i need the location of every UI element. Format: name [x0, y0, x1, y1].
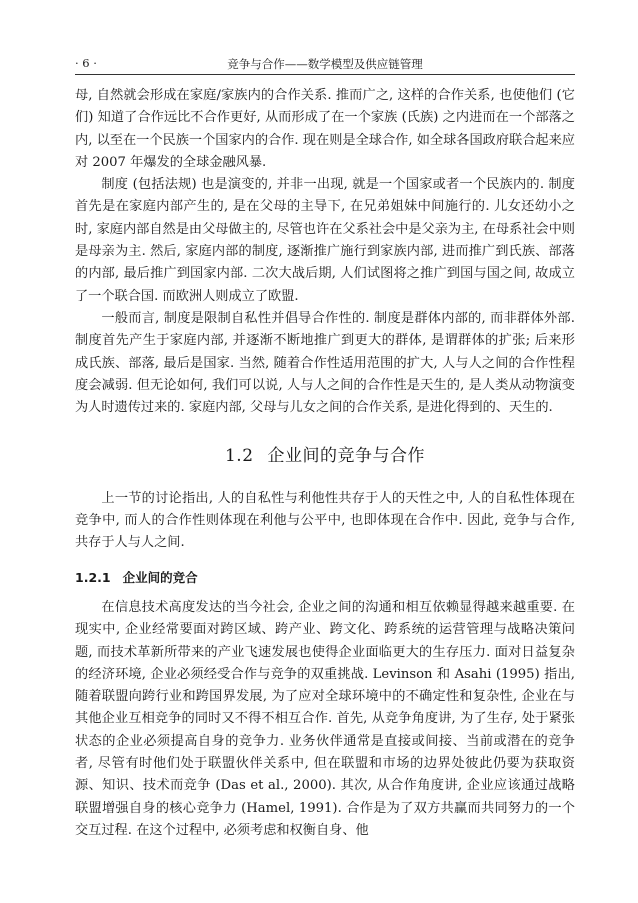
section-intro-paragraph: 上一节的讨论指出, 人的自私性与利他性共存于人的天性之中, 人的自私性体现在竞争中, 而人的合作性则体现在利他与公平中, 也即体现在合作中. 因此, 竞争与合作, 共存于人与人之间.	[75, 490, 575, 551]
paragraph: 制度 (包括法规) 也是演变的, 并非一出现, 就是一个国家或者一个民族内的. 制度首先是在家庭内部产生的, 是在父母的主导下, 在兄弟姐妹中间施行的. 儿女还幼小之时, 家庭内部自然是由父母做主的, 尽管也许在父系社会中是父亲为主, 在母系社会中则是母亲为主. 然后, 家庭内部的制度, 逐渐推广施行到家族内部, 进而推广到氏族、部落的内部, 最后推广到国家内部. 二次大战后期, 人们试图将之推广到国与国之间, 故成立了一个联合国. 而欧洲人则成立了欧盟.	[75, 177, 575, 304]
subsection-paragraph: 在信息技术高度发达的当今社会, 企业之间的沟通和相互依赖显得越来越重要. 在现实中, 企业经常要面对跨区域、跨产业、跨文化、跨系统的运营管理与战略决策问题, 而技术革新所带来的产业飞速发展也使得企业面临更大的生存压力. 面对日益复杂的经济环境, 企业必须经受合作与竞争的双重挑战. Levinson 和 Asahi (1995) 指出, 随着联盟向跨行业和跨国界发展, 为了应对全球环境中的不确定性和复杂性, 企业在与其他企业互相竞争的同时又不得不相互合作. 首先, 从竞争角度讲, 为了生存, 处于紧张状态的企业必须提高自身的竞争力. 业务伙伴通常是直接或间接、当前或潜在的竞争者, 尽管有时他们处于联盟伙伴关系中, 但在联盟和市场的边界处彼此仍要为获取资源、知识、技术而竞争 (Das et al., 2000). 其次, 从合作角度讲, 企业应该通过战略联盟增强自身的核心竞争力 (Hamel, 1991). 合作是为了双方共赢而共同努力的一个交互过程. 在这个过程中, 必须考虑和权衡自身、他	[75, 599, 575, 838]
paragraph: 一般而言, 制度是限制自私性并倡导合作性的. 制度是群体内部的, 而非群体外部. 制度首先产生于家庭内部, 并逐渐不断地推广到更大的群体, 是谓群体的扩张; 后来形成氏族、部落, 最后是国家. 当然, 随着合作性适用范围的扩大, 人与人之间的合作性程度会减弱. 但无论如何, 我们可以说, 人与人之间的合作性是天生的, 是人类从动物演变为人时遗传过来的. 家庭内部, 父母与儿女之间的合作关系, 是进化得到的、天生的.	[75, 310, 575, 416]
page-body	[75, 85, 575, 842]
subsection-title: 企业间的竞合	[122, 569, 198, 585]
running-header	[75, 52, 575, 75]
subsection-heading	[75, 567, 575, 589]
section-heading	[75, 445, 575, 467]
paragraph-continued: 母, 自然就会形成在家庭/家族内的合作关系. 推而广之, 这样的合作关系, 也使他们 (它们) 知道了合作远比不合作更好, 从而形成了在一个家族 (氏族) 之内进而在一个部落之内, 以至在一个民族一个国家内的合作. 现在则是全球合作, 如全球各国政府联合起来应对 2007 年爆发的全球金融风暴.	[75, 88, 575, 170]
running-title: 竞争与合作——数学模型及供应链管理	[227, 57, 423, 71]
section-number: 1.2	[224, 446, 254, 467]
section-title: 企业间的竞争与合作	[267, 446, 426, 467]
subsection-number: 1.2.1	[75, 569, 111, 585]
page-number: · 6 ·	[75, 56, 97, 70]
